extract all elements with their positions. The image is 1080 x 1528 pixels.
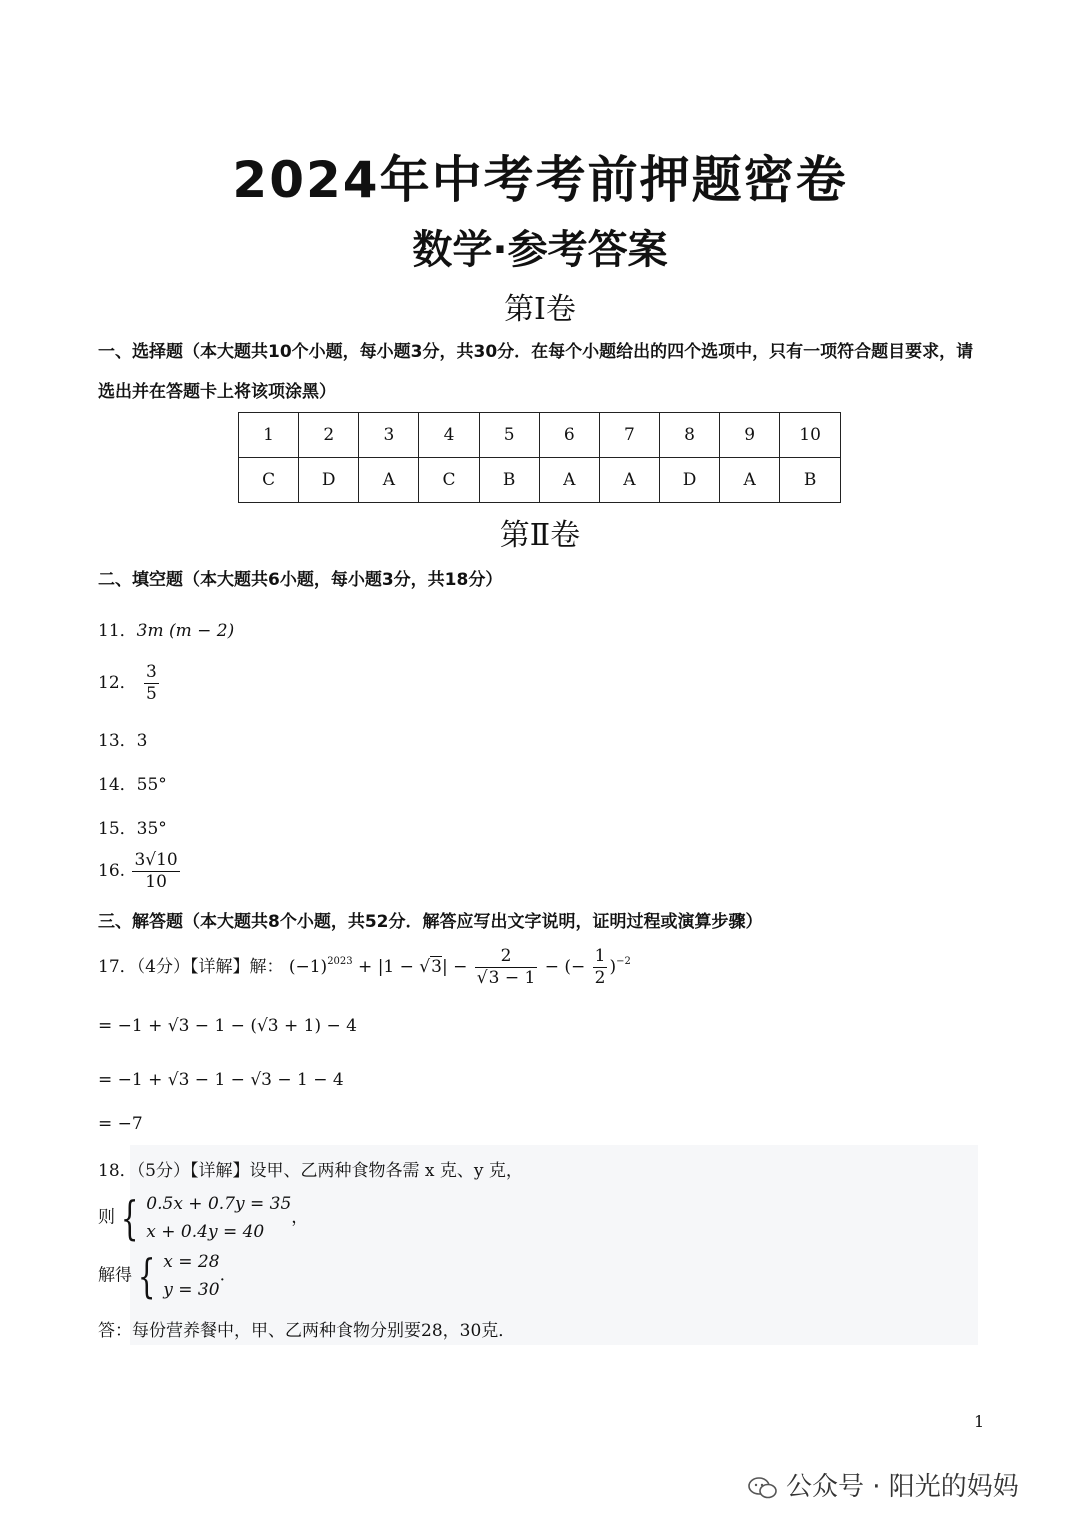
table-cell: C <box>239 458 299 503</box>
question-18-solution: 解得 { x = 28 y = 30 . <box>98 1249 225 1303</box>
fill-answer-15: 15．35° <box>98 819 167 839</box>
table-cell: A <box>720 458 780 503</box>
table-cell: 6 <box>539 413 599 458</box>
table-cell: D <box>299 458 359 503</box>
table-cell: D <box>659 458 719 503</box>
fill-answer-12: 12． $\frac{3}{5}$ <box>98 662 157 704</box>
wechat-icon <box>748 1477 778 1499</box>
page-number: 1 <box>974 1412 985 1431</box>
table-cell: A <box>599 458 659 503</box>
answer-table <box>238 412 841 503</box>
volume-1-heading: 第Ⅰ卷 <box>504 292 576 327</box>
watermark: 公众号 · 阳光的妈妈 <box>748 1466 1019 1503</box>
table-cell: A <box>539 458 599 503</box>
table-cell: 1 <box>239 413 299 458</box>
page-title: 2024年中考考前押题密卷 <box>232 151 848 209</box>
table-cell: B <box>479 458 539 503</box>
volume-2-heading: 第Ⅱ卷 <box>499 518 581 553</box>
table-cell: B <box>780 458 841 503</box>
section-2-heading: 二、填空题（本大题共6小题，每小题3分，共18分） <box>98 570 503 590</box>
table-cell: 4 <box>419 413 479 458</box>
question-17-step-1: = −1 + √3 − 1 − (√3 + 1) − 4 <box>98 1016 357 1036</box>
table-cell: 10 <box>780 413 841 458</box>
question-18-answer: 答：每份营养餐中，甲、乙两种食物分别要28，30克． <box>98 1321 516 1341</box>
question-18-heading: 18．（5分）【详解】设甲、乙两种食物各需 x 克、y 克， <box>98 1161 523 1181</box>
fraction: $\frac{3}{5}$ <box>146 662 157 704</box>
fill-answer-13: 13．3 <box>98 731 148 751</box>
question-17-step-3: = −7 <box>98 1114 143 1134</box>
brace-icon: { <box>120 1191 139 1245</box>
fill-answer-16: 16. $\frac{3√10}{10}$ <box>98 850 178 892</box>
table-cell: 9 <box>720 413 780 458</box>
answer-table-row-answers <box>239 458 841 503</box>
brace-icon: { <box>137 1249 156 1303</box>
section-3-heading: 三、解答题（本大题共8个小题，共52分．解答应写出文字说明，证明过程或演算步骤） <box>98 912 763 932</box>
fraction: $\frac{2}{√3 - 1}$ <box>476 946 536 988</box>
fill-answer-14: 14．55° <box>98 775 167 795</box>
page-subtitle: 数学·参考答案 <box>412 227 668 273</box>
question-17-expression: 17．（4分）【详解】解： $(-1)^{2023} + |1 - √3|$ − $\frac{2}{√3 - 1}$ − (− $\frac{1}{2}$ )$^{-2}$ <box>98 946 631 988</box>
fraction: $\frac{3√10}{10}$ <box>134 850 178 892</box>
fill-answer-11: 11．3m (m − 2) <box>98 621 235 641</box>
table-cell: C <box>419 458 479 503</box>
table-cell: A <box>359 458 419 503</box>
section-1-heading: 一、选择题（本大题共10个小题，每小题3分，共30分．在每个小题给出的四个选项中，只有一项符合题目要求，请选出并在答题卡上将该项涂黑） <box>98 342 974 402</box>
table-cell: 3 <box>359 413 419 458</box>
question-18-system: 则 { 0.5x + 0.7y = 35 x + 0.4y = 40 ， <box>98 1191 309 1245</box>
table-cell: 5 <box>479 413 539 458</box>
table-cell: 2 <box>299 413 359 458</box>
table-cell: 7 <box>599 413 659 458</box>
question-17-step-2: = −1 + √3 − 1 − √3 − 1 − 4 <box>98 1070 344 1090</box>
answer-table-row-numbers <box>239 413 841 458</box>
table-cell: 8 <box>659 413 719 458</box>
fraction: $\frac{1}{2}$ <box>594 946 606 988</box>
